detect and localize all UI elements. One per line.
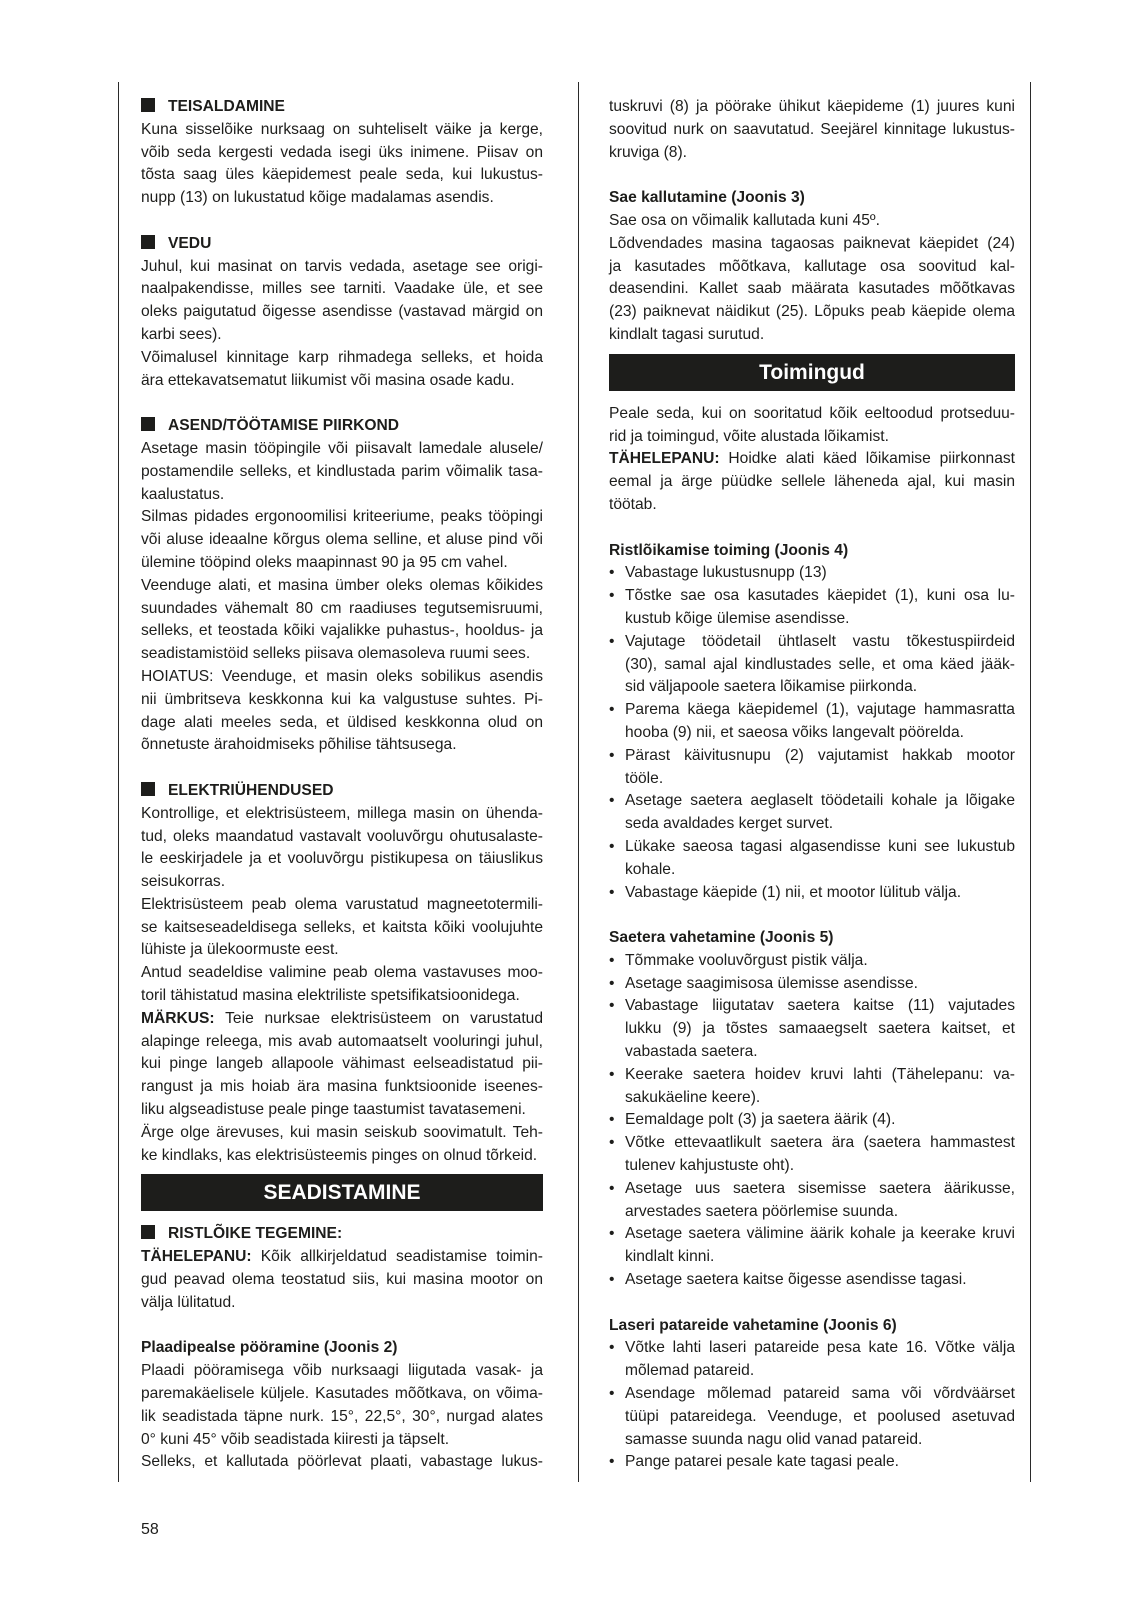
labeled-line: [609, 448, 1015, 471]
section-heading: [141, 415, 543, 438]
bullet-dot-icon: •: [609, 883, 615, 901]
text-line: toril tähistatud masina elektriliste spetsifikatsioonidega.: [141, 987, 520, 1005]
section-heading-text: ELEKTRIÜHENDUSED: [168, 781, 334, 799]
text-line: Antud seadeldise valimine peab olema vastavuses moo-: [141, 964, 543, 982]
bullet-item-cont: [609, 1201, 1015, 1224]
bullet-text: seda avaldades kerget survet.: [625, 815, 834, 833]
section-heading-text: RISTLÕIKE TEGEMINE:: [168, 1225, 343, 1243]
square-bullet-icon: [141, 1225, 155, 1239]
text-line: Selleks, et kallutada pöörlevat plaati, vabastage lukus-: [141, 1453, 543, 1471]
text-line: ja kasutades mõõtkava, kallutage osa soovitud kal-: [609, 257, 1015, 275]
text-line: tuskruvi (8) ja pöörake ühikut käepideme (1) juures kuni: [609, 98, 1015, 115]
bullet-text: Vajutage töödetail ühtlaselt vastu tõkestuspiirdeid: [625, 632, 1015, 650]
text-line: gud peavad olema teostatud siis, kui masina mootor on: [141, 1271, 543, 1289]
text-line: seisukorras.: [141, 873, 226, 891]
bullet-dot-icon: •: [609, 974, 615, 992]
bullet-text: Tõmmake vooluvõrgust pistik välja.: [625, 951, 868, 969]
spacer: [609, 1292, 1015, 1315]
bullet-text: Asetage saetera aeglaselt töödetaili kohale ja lõigake: [625, 792, 1015, 810]
text-line: ke kindlaks, kas elektrisüsteemis pinges on olnud tõrkeid.: [141, 1146, 538, 1164]
bullet-item: [609, 699, 1015, 722]
bullet-text: Lükake saeosa tagasi algasendisse kuni see lukustub: [625, 837, 1015, 855]
bullet-dot-icon: •: [609, 1453, 615, 1471]
bullet-text: kindlalt kinni.: [625, 1248, 715, 1266]
bullet-text: kustub kõige ülemise asendisse.: [625, 609, 850, 627]
text-line: suundades vähemalt 80 cm raadiuses tegutsemisruumi,: [141, 599, 543, 617]
text-line: Veenduge alati, et masina ümber oleks olemas kõikides: [141, 576, 543, 594]
bullet-item-cont: [609, 1360, 1015, 1383]
text-line: Kuna sisselõike nurksaag on suhteliselt väike ja kerge,: [141, 120, 543, 138]
text-line: või aluse ideaalne kõrgus olema selline, et aluse pind või: [141, 531, 543, 549]
bullet-text: tüüpi patareidega. Veenduge, et poolused asetuvad: [625, 1407, 1015, 1425]
text-line: nupp (13) on lukustatud kõige madalamas asendis.: [141, 189, 494, 207]
text-line: rangust ja mis hoiab ära masina funktsioonide iseenes-: [141, 1078, 543, 1096]
spacer: [609, 904, 1015, 927]
label-rest: Kõik allkirjeldatud seadistamise toimin-: [251, 1248, 543, 1266]
bullet-item: [609, 950, 1015, 973]
bullet-text: Pange patarei pesale kate tagasi peale.: [625, 1453, 899, 1471]
bullet-dot-icon: •: [609, 1065, 615, 1083]
spacer: [141, 392, 543, 415]
text-line: Kontrollige, et elektrisüsteem, millega masin on ühenda-: [141, 804, 543, 822]
bullet-text: (30), samal ajal kindlustades selle, et oma käed jääk-: [625, 655, 1015, 673]
square-bullet-icon: [141, 98, 155, 112]
text-line: oleks paigutatud õigesse asendisse (vastavad märgid on: [141, 303, 543, 321]
section-heading-text: TEISALDAMINE: [168, 98, 285, 115]
label-rest: Hoidke alati käed lõikamise piirkonnast: [719, 450, 1015, 468]
right-column-rule: [1030, 82, 1031, 1482]
subsection-heading: Saetera vahetamine (Joonis 5): [609, 929, 834, 947]
bullet-item: [609, 1178, 1015, 1201]
bullet-text: Tõstke sae osa kasutades käepidet (1), kuni osa lu-: [625, 587, 1015, 605]
label-bold: TÄHELEPANU:: [609, 450, 720, 468]
bullet-dot-icon: •: [609, 1111, 615, 1129]
bullet-dot-icon: •: [609, 632, 615, 650]
subsection-heading: Sae kallutamine (Joonis 3): [609, 189, 805, 207]
text-line: kruviga (8).: [609, 143, 687, 161]
subsection-heading: Plaadipealse pööramine (Joonis 2): [141, 1339, 398, 1357]
text-line: Elektrisüsteem peab olema varustatud magneetotermili-: [141, 895, 543, 913]
bullet-item-cont: [609, 1087, 1015, 1110]
spacer: [141, 757, 543, 780]
text-line: 0° kuni 45° võib seadistada kiiresti ja täpselt.: [141, 1430, 450, 1448]
bullet-dot-icon: •: [609, 746, 615, 764]
bullet-dot-icon: •: [609, 792, 615, 810]
bullet-dot-icon: •: [609, 837, 615, 855]
text-line: Sae osa on võimalik kallutada kuni 45º.: [609, 211, 880, 229]
bullet-item-cont: [609, 722, 1015, 745]
bullet-item: [609, 585, 1015, 608]
bullet-item: [609, 1223, 1015, 1246]
bullet-text: Asetage saetera kaitse õigesse asendisse tagasi.: [625, 1271, 967, 1289]
square-bullet-icon: [141, 417, 155, 431]
bullet-item-cont: [609, 1246, 1015, 1269]
bullet-item: [609, 882, 1015, 905]
bullet-item-cont: [609, 768, 1015, 791]
bullet-text: Parema käega käepidemel (1), vajutage hammasratta: [625, 701, 1015, 719]
spacer: [141, 1315, 543, 1338]
middle-column-rule: [578, 82, 579, 1482]
text-line: dage alati meeles seda, et üldised keskkonna olud on: [141, 713, 543, 731]
right-column: [609, 96, 1015, 1474]
bullet-dot-icon: •: [609, 1339, 615, 1357]
bullet-item-cont: [609, 1155, 1015, 1178]
text-line: Peale seda, kui on sooritatud kõik eeltoodud protseduu-: [609, 404, 1015, 422]
toimingud-banner: Toimingud: [609, 354, 1015, 391]
bullet-text: Asendage mõlemad patareid sama või võrdväärset: [625, 1385, 1015, 1403]
section-heading-text: ASEND/TÖÖTAMISE PIIRKOND: [168, 417, 400, 435]
text-line: Plaadi pööramisega võib nurksaagi liigutada vasak- ja: [141, 1362, 543, 1380]
bullet-text: Asetage uus saetera sisemisse saetera äärikusse,: [625, 1179, 1015, 1197]
bullet-dot-icon: •: [609, 1225, 615, 1243]
text-line: Võimalusel kinnitage karp rihmadega selleks, et hoida: [141, 348, 543, 366]
text-line: HOIATUS: Veenduge, et masin oleks sobilikus asendis: [141, 667, 543, 685]
text-line: välja lülitatud.: [141, 1293, 236, 1311]
bullet-item-cont: [609, 1406, 1015, 1429]
text-line: tud, oleks maandatud vastavalt vooluvõrgu ohutusalaste-: [141, 827, 543, 845]
left-column-rule: [118, 82, 119, 1482]
text-line: se kaitseseadeldisega selleks, et kaitsta kõiki voolujuhte: [141, 918, 543, 936]
bullet-item-cont: [609, 608, 1015, 631]
bullet-text: Eemaldage polt (3) ja saetera äärik (4).: [625, 1111, 896, 1129]
bullet-text: hooba (9) nii, et saeosa võiks langevalt pöörelda.: [625, 723, 964, 741]
bullet-item-cont: [609, 1041, 1015, 1064]
section-heading-text: VEDU: [168, 234, 212, 252]
square-bullet-icon: [141, 782, 155, 796]
bullet-text: samasse suunda nagu olid vanad patareid.: [625, 1430, 923, 1448]
label-bold: TÄHELEPANU:: [141, 1248, 252, 1266]
text-line: kui pinge langeb allapoole vähimast eelseadistatud pii-: [141, 1055, 543, 1073]
bullet-dot-icon: •: [609, 1134, 615, 1152]
text-line: Lõdvendades masina tagaosas paiknevat käepidet (24): [609, 234, 1015, 252]
labeled-line: [141, 1008, 543, 1031]
bullet-text: lukku (9) ja tõstes samaaegselt saetera kaitset, et: [625, 1020, 1015, 1038]
subsection-heading: Laseri patareide vahetamine (Joonis 6): [609, 1316, 897, 1334]
text-line: ülemine tööpind oleks maapinnast 90 ja 95 cm vahel.: [141, 553, 508, 571]
bullet-text: vabastada saetera.: [625, 1043, 758, 1061]
bullet-dot-icon: •: [609, 1385, 615, 1403]
bullet-dot-icon: •: [609, 564, 615, 582]
text-line: lühiste ja ülekoormuste eest.: [141, 941, 339, 959]
bullet-dot-icon: •: [609, 701, 615, 719]
left-column: [141, 96, 543, 1474]
section-heading: [141, 96, 543, 119]
label-rest: Teie nurksae elektrisüsteem on varustatud: [214, 1009, 543, 1027]
label-bold: MÄRKUS:: [141, 1009, 215, 1027]
bullet-item-cont: [609, 1429, 1015, 1452]
text-line: naalpakendisse, milles see tarniti. Vaadake üle, et see: [141, 280, 543, 298]
bullet-item-cont: [609, 654, 1015, 677]
bullet-text: Asetage saagimisosa ülemisse asendisse.: [625, 974, 918, 992]
section-heading: [141, 780, 543, 803]
labeled-line: [141, 1246, 543, 1269]
text-line: Silmas pidades ergonoomilisi kriteeriume, peaks tööpingi: [141, 508, 543, 526]
bullet-text: Vabastage liigutatav saetera kaitse (11) vajutades: [625, 997, 1015, 1015]
bullet-dot-icon: •: [609, 997, 615, 1015]
text-line: alapinge releega, mis avab automaatselt vooluringi juhul,: [141, 1032, 543, 1050]
text-line: eemal ja ärge püüdke sellele läheneda ajal, kui masin: [609, 473, 1015, 491]
bullet-text: Keerake saetera hoidev kruvi lahti (Tähelepanu: va-: [625, 1065, 1015, 1083]
page-number: 58: [141, 1521, 159, 1538]
bullet-item: [609, 1132, 1015, 1155]
text-line: paremakäelisele küljele. Kasutades mõõtkava, on võima-: [141, 1385, 543, 1403]
subsection-heading: Ristlõikamise toiming (Joonis 4): [609, 541, 849, 559]
text-line: lik seadistada täpne nurk. 15°, 22,5°, 30°, nurgad alates: [141, 1407, 543, 1425]
bullet-text: Pärast käivitusnupu (2) vajutamist hakkab mootor: [625, 746, 1015, 764]
bullet-item: [609, 562, 1015, 585]
bullet-text: Võtke lahti laseri patareide pesa kate 16. Võtke välja: [625, 1339, 1015, 1357]
bullet-text: kohale.: [625, 860, 676, 878]
text-line: nii ümbritseva keskkonna kui ka valgustuse suhtes. Pi-: [141, 690, 543, 708]
text-line: le eeskirjadele ja et vooluvõrgu pistikupesa on täiuslikus: [141, 850, 543, 868]
bullet-item: [609, 745, 1015, 768]
spacer: [609, 517, 1015, 540]
bullet-text: Asetage saetera välimine äärik kohale ja keerake kruvi: [625, 1225, 1015, 1243]
bullet-text: mõlemad patareid.: [625, 1362, 755, 1380]
text-line: selleks, et teostada kõiki vajalikke puhastus-, hooldus- ja: [141, 622, 543, 640]
text-line: ära ettekavatsematut liikumist või masina osade kadu.: [141, 371, 515, 389]
text-line: deasendini. Kallet saab määrata kasutades mõõtkavas: [609, 280, 1015, 298]
text-line: õnnetuste ärahoidmiseks põhilise tähtsusega.: [141, 736, 457, 754]
bullet-item: [609, 1383, 1015, 1406]
bullet-text: Võtke ettevaatlikult saetera ära (saetera hammastest: [625, 1134, 1015, 1152]
section-heading: [141, 233, 543, 256]
square-bullet-icon: [141, 235, 155, 249]
text-line: rid ja toimingud, võite alustada lõikamist.: [609, 427, 889, 445]
bullet-text: Vabastage käepide (1) nii, et mootor lülitub välja.: [625, 883, 962, 901]
bullet-item: [609, 1337, 1015, 1360]
bullet-text: tulenev kahjustuste oht).: [625, 1157, 795, 1175]
bullet-dot-icon: •: [609, 1271, 615, 1289]
section-heading: [141, 1223, 543, 1246]
text-line: töötab.: [609, 495, 657, 513]
text-line: karbi sees).: [141, 325, 222, 343]
text-line: postamendile selleks, et kindlustada parim võimalik tasa-: [141, 462, 543, 480]
bullet-text: arvestades saetera pöörlemise suunda.: [625, 1202, 899, 1220]
bullet-item-cont: [609, 813, 1015, 836]
bullet-dot-icon: •: [609, 951, 615, 969]
bullet-item: [609, 1269, 1015, 1292]
bullet-item-cont: [609, 676, 1015, 699]
text-line: liku algseadistuse peale pinge taastumist tavatasemeni.: [141, 1101, 526, 1119]
bullet-item: [609, 1451, 1015, 1474]
bullet-item: [609, 1109, 1015, 1132]
bullet-item: [609, 1064, 1015, 1087]
text-line: (23) paiknevat näidikut (25). Lõpuks peab käepide olema: [609, 303, 1015, 321]
seadistamine-banner: SEADISTAMINE: [141, 1174, 543, 1211]
text-line: soovitud nurk on saavutatud. Seejärel kinnitage lukustus-: [609, 120, 1015, 138]
bullet-item: [609, 790, 1015, 813]
bullet-text: Vabastage lukustusnupp (13): [625, 564, 827, 582]
bullet-dot-icon: •: [609, 1179, 615, 1197]
spacer: [141, 210, 543, 233]
bullet-item: [609, 631, 1015, 654]
bullet-text: sakukäeline keere).: [625, 1088, 761, 1106]
text-line: Juhul, kui masinat on tarvis vedada, asetage see origi-: [141, 257, 543, 275]
text-line: seadistamistöid selleks piisava olemasoleva ruumi sees.: [141, 645, 531, 663]
text-line: Asetage masin tööpingile või piisavalt lamedale alusele/: [141, 439, 543, 457]
bullet-item-cont: [609, 859, 1015, 882]
text-line: kindlalt tagasi surutud.: [609, 325, 765, 343]
bullet-item: [609, 973, 1015, 996]
text-line: kaalustatus.: [141, 485, 225, 503]
spacer: [609, 164, 1015, 187]
text-line: tõsta saag üles käepidemest peale seda, kui lukustus-: [141, 166, 543, 184]
text-line: Ärge olge ärevuses, kui masin seiskub soovimatult. Teh-: [141, 1123, 543, 1141]
bullet-item-cont: [609, 1018, 1015, 1041]
bullet-text: tööle.: [625, 769, 664, 787]
text-line: võib seda kergesti vedada isegi üks inimene. Piisav on: [141, 143, 543, 161]
bullet-text: sid väljapoole saetera lõikamise piirkonda.: [625, 678, 918, 696]
bullet-dot-icon: •: [609, 587, 615, 605]
bullet-item: [609, 995, 1015, 1018]
bullet-item: [609, 836, 1015, 859]
